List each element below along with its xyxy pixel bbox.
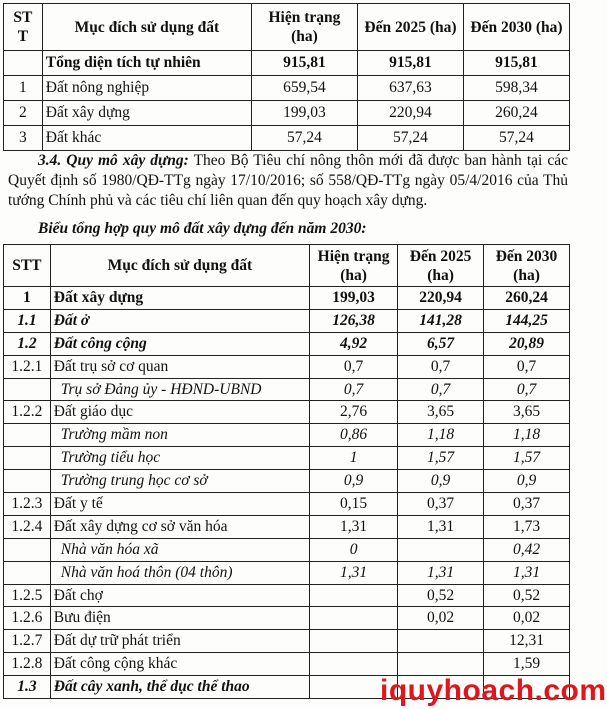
purpose-cell: Đất công cộng bbox=[50, 332, 309, 355]
stt-cell: 1.2.2 bbox=[4, 401, 51, 424]
table-row bbox=[4, 493, 570, 516]
purpose-cell: Trụ sở Đảng ủy - HĐND-UBND bbox=[50, 378, 309, 401]
table-row bbox=[4, 653, 570, 676]
table-row bbox=[4, 76, 570, 101]
table-row bbox=[4, 607, 570, 630]
current-cell: 0,7 bbox=[310, 355, 398, 378]
table-header-row bbox=[4, 4, 570, 51]
table-row bbox=[4, 561, 570, 584]
purpose-cell: Đất xây dựng bbox=[50, 287, 309, 310]
section-heading: 3.4. Quy mô xây dựng: bbox=[38, 152, 189, 169]
table-row bbox=[4, 332, 570, 355]
stt-cell: 1.2.1 bbox=[4, 355, 51, 378]
stt-cell: 1.2.5 bbox=[4, 584, 51, 607]
table-row bbox=[4, 584, 570, 607]
current-cell: 199,03 bbox=[310, 287, 398, 310]
stt-cell: 1.2.8 bbox=[4, 653, 51, 676]
stt-cell: 1.2.7 bbox=[4, 630, 51, 653]
table-row bbox=[4, 515, 570, 538]
purpose-cell: Trường mầm non bbox=[50, 424, 309, 447]
value-2030-cell: 0,42 bbox=[484, 538, 570, 561]
purpose-cell: Đất trụ sở cơ quan bbox=[50, 355, 309, 378]
purpose-cell: Đất y tế bbox=[50, 493, 309, 516]
section-text: Theo Bộ Tiêu chí nông thôn mới đã được ban hành tại các Quyết định số 1980/QĐ-TTg ngày 17/10/2016; số 558/QĐ-TTg ngày 05/4/2016 của Thủ tướng Chính phủ và các tiêu chí liên quan đến quy hoạch xây dựng. bbox=[8, 152, 568, 209]
col-header-2030: Đến 2030 (ha) bbox=[484, 245, 570, 287]
current-cell bbox=[310, 630, 398, 653]
value-2025-cell: 0,7 bbox=[398, 378, 484, 401]
value-2030-cell: 0,7 bbox=[484, 355, 570, 378]
purpose-cell: Nhà văn hóa xã bbox=[50, 538, 309, 561]
value-2025-cell bbox=[398, 653, 484, 676]
current-cell: 0 bbox=[310, 538, 398, 561]
current-cell bbox=[310, 584, 398, 607]
value-2025-cell: 220,94 bbox=[398, 287, 484, 310]
current-cell bbox=[310, 653, 398, 676]
stt-cell: 1.3 bbox=[4, 676, 51, 699]
stt-cell: 1.2.6 bbox=[4, 607, 51, 630]
value-2030-cell: 0,7 bbox=[484, 378, 570, 401]
table-row bbox=[4, 470, 570, 493]
value-2030-cell: 0,9 bbox=[484, 470, 570, 493]
col-header-2025: Đến 2025 (ha) bbox=[398, 245, 484, 287]
value-2025-cell: 915,81 bbox=[357, 51, 463, 76]
table-row bbox=[4, 101, 570, 126]
purpose-cell: Nhà văn hoá thôn (04 thôn) bbox=[50, 561, 309, 584]
table-row bbox=[4, 126, 570, 151]
current-cell: 0,9 bbox=[310, 470, 398, 493]
value-2030-cell: 0,02 bbox=[484, 607, 570, 630]
value-2025-cell: 637,63 bbox=[357, 76, 463, 101]
table-row bbox=[4, 630, 570, 653]
value-2030-cell: 1,73 bbox=[484, 515, 570, 538]
value-2025-cell: 1,57 bbox=[398, 447, 484, 470]
stt-cell: 2 bbox=[4, 101, 43, 126]
stt-cell bbox=[4, 561, 51, 584]
value-2025-cell: 1,18 bbox=[398, 424, 484, 447]
stt-cell: 1.2 bbox=[4, 332, 51, 355]
construction-land-table bbox=[3, 244, 570, 699]
current-cell: 126,38 bbox=[310, 309, 398, 332]
current-cell: 1,31 bbox=[310, 515, 398, 538]
value-2030-cell: 0,52 bbox=[484, 584, 570, 607]
purpose-cell: Đất ở bbox=[50, 309, 309, 332]
purpose-cell: Đất cây xanh, thể dục thể thao bbox=[50, 676, 309, 699]
value-2030-cell: 915,81 bbox=[463, 51, 569, 76]
current-cell: 2,76 bbox=[310, 401, 398, 424]
table-row bbox=[4, 401, 570, 424]
col-header-stt: STT bbox=[4, 245, 51, 287]
value-2030-cell: 57,24 bbox=[463, 126, 569, 151]
stt-cell: 1.2.3 bbox=[4, 493, 51, 516]
purpose-cell: Đất nông nghiệp bbox=[42, 76, 251, 101]
current-cell bbox=[310, 607, 398, 630]
value-2025-cell: 0,52 bbox=[398, 584, 484, 607]
stt-cell bbox=[4, 538, 51, 561]
value-2025-cell: 57,24 bbox=[357, 126, 463, 151]
col-header-2025: Đến 2025 (ha) bbox=[357, 4, 463, 51]
col-header-current: Hiện trạng (ha) bbox=[251, 4, 357, 51]
purpose-cell: Trường tiểu học bbox=[50, 447, 309, 470]
value-2030-cell: 260,24 bbox=[484, 287, 570, 310]
stt-cell: 1.2.4 bbox=[4, 515, 51, 538]
col-header-stt: ST T bbox=[4, 4, 43, 51]
col-header-2030: Đến 2030 (ha) bbox=[463, 4, 569, 51]
value-2025-cell: 0,02 bbox=[398, 607, 484, 630]
value-2025-cell bbox=[398, 538, 484, 561]
stt-cell: 1 bbox=[4, 287, 51, 310]
stt-cell bbox=[4, 470, 51, 493]
current-cell: 1,31 bbox=[310, 561, 398, 584]
stt-cell: 1.1 bbox=[4, 309, 51, 332]
table-header-row bbox=[4, 245, 570, 287]
value-2030-cell: 144,25 bbox=[484, 309, 570, 332]
current-cell: 659,54 bbox=[251, 76, 357, 101]
purpose-cell: Tổng diện tích tự nhiên bbox=[42, 51, 251, 76]
value-2030-cell: 12,31 bbox=[484, 630, 570, 653]
stt-cell bbox=[4, 51, 43, 76]
stt-cell: 3 bbox=[4, 126, 43, 151]
value-2025-cell: 0,7 bbox=[398, 355, 484, 378]
current-cell: 0,7 bbox=[310, 378, 398, 401]
col-header-current: Hiện trạng (ha) bbox=[310, 245, 398, 287]
current-cell: 1 bbox=[310, 447, 398, 470]
section-paragraph bbox=[8, 151, 568, 211]
col-header-purpose: Mục đích sử dụng đất bbox=[50, 245, 309, 287]
current-cell: 4,92 bbox=[310, 332, 398, 355]
value-2025-cell: 1,31 bbox=[398, 515, 484, 538]
purpose-cell: Đất dự trữ phát triển bbox=[50, 630, 309, 653]
table-row bbox=[4, 287, 570, 310]
current-cell: 57,24 bbox=[251, 126, 357, 151]
table-row bbox=[4, 424, 570, 447]
current-cell: 915,81 bbox=[251, 51, 357, 76]
purpose-cell: Đất xây dựng bbox=[42, 101, 251, 126]
value-2030-cell: 20,89 bbox=[484, 332, 570, 355]
purpose-cell: Bưu điện bbox=[50, 607, 309, 630]
stt-cell bbox=[4, 424, 51, 447]
value-2025-cell: 0,9 bbox=[398, 470, 484, 493]
stt-cell: 1 bbox=[4, 76, 43, 101]
table-row bbox=[4, 309, 570, 332]
purpose-cell: Đất giáo dục bbox=[50, 401, 309, 424]
current-cell: 199,03 bbox=[251, 101, 357, 126]
table-row bbox=[4, 538, 570, 561]
land-use-summary-table bbox=[3, 3, 570, 151]
purpose-cell: Trường trung học cơ sở bbox=[50, 470, 309, 493]
value-2025-cell: 220,94 bbox=[357, 101, 463, 126]
purpose-cell: Đất xây dựng cơ sở văn hóa bbox=[50, 515, 309, 538]
value-2030-cell: 1,18 bbox=[484, 424, 570, 447]
purpose-cell: Đất khác bbox=[42, 126, 251, 151]
value-2025-cell: 1,31 bbox=[398, 561, 484, 584]
value-2030-cell: 0,37 bbox=[484, 493, 570, 516]
value-2025-cell: 141,28 bbox=[398, 309, 484, 332]
purpose-cell: Đất công cộng khác bbox=[50, 653, 309, 676]
table-row bbox=[4, 355, 570, 378]
value-2025-cell: 6,57 bbox=[398, 332, 484, 355]
value-2030-cell: 598,34 bbox=[463, 76, 569, 101]
value-2030-cell: 1,57 bbox=[484, 447, 570, 470]
table-caption: Biểu tổng hợp quy mô đất xây dựng đến năm 2030: bbox=[38, 220, 367, 237]
stt-cell bbox=[4, 378, 51, 401]
table-row bbox=[4, 447, 570, 470]
value-2030-cell: 1,31 bbox=[484, 561, 570, 584]
value-2030-cell: 3,65 bbox=[484, 401, 570, 424]
table-row bbox=[4, 51, 570, 76]
stt-cell bbox=[4, 447, 51, 470]
current-cell: 0,15 bbox=[310, 493, 398, 516]
value-2025-cell: 3,65 bbox=[398, 401, 484, 424]
col-header-purpose: Mục đích sử dụng đất bbox=[42, 4, 251, 51]
value-2030-cell: 260,24 bbox=[463, 101, 569, 126]
value-2025-cell bbox=[398, 630, 484, 653]
site-watermark: iquyhoach.com bbox=[380, 674, 607, 707]
current-cell: 0,86 bbox=[310, 424, 398, 447]
value-2025-cell: 0,37 bbox=[398, 493, 484, 516]
purpose-cell: Đất chợ bbox=[50, 584, 309, 607]
table-row bbox=[4, 378, 570, 401]
value-2030-cell: 1,59 bbox=[484, 653, 570, 676]
